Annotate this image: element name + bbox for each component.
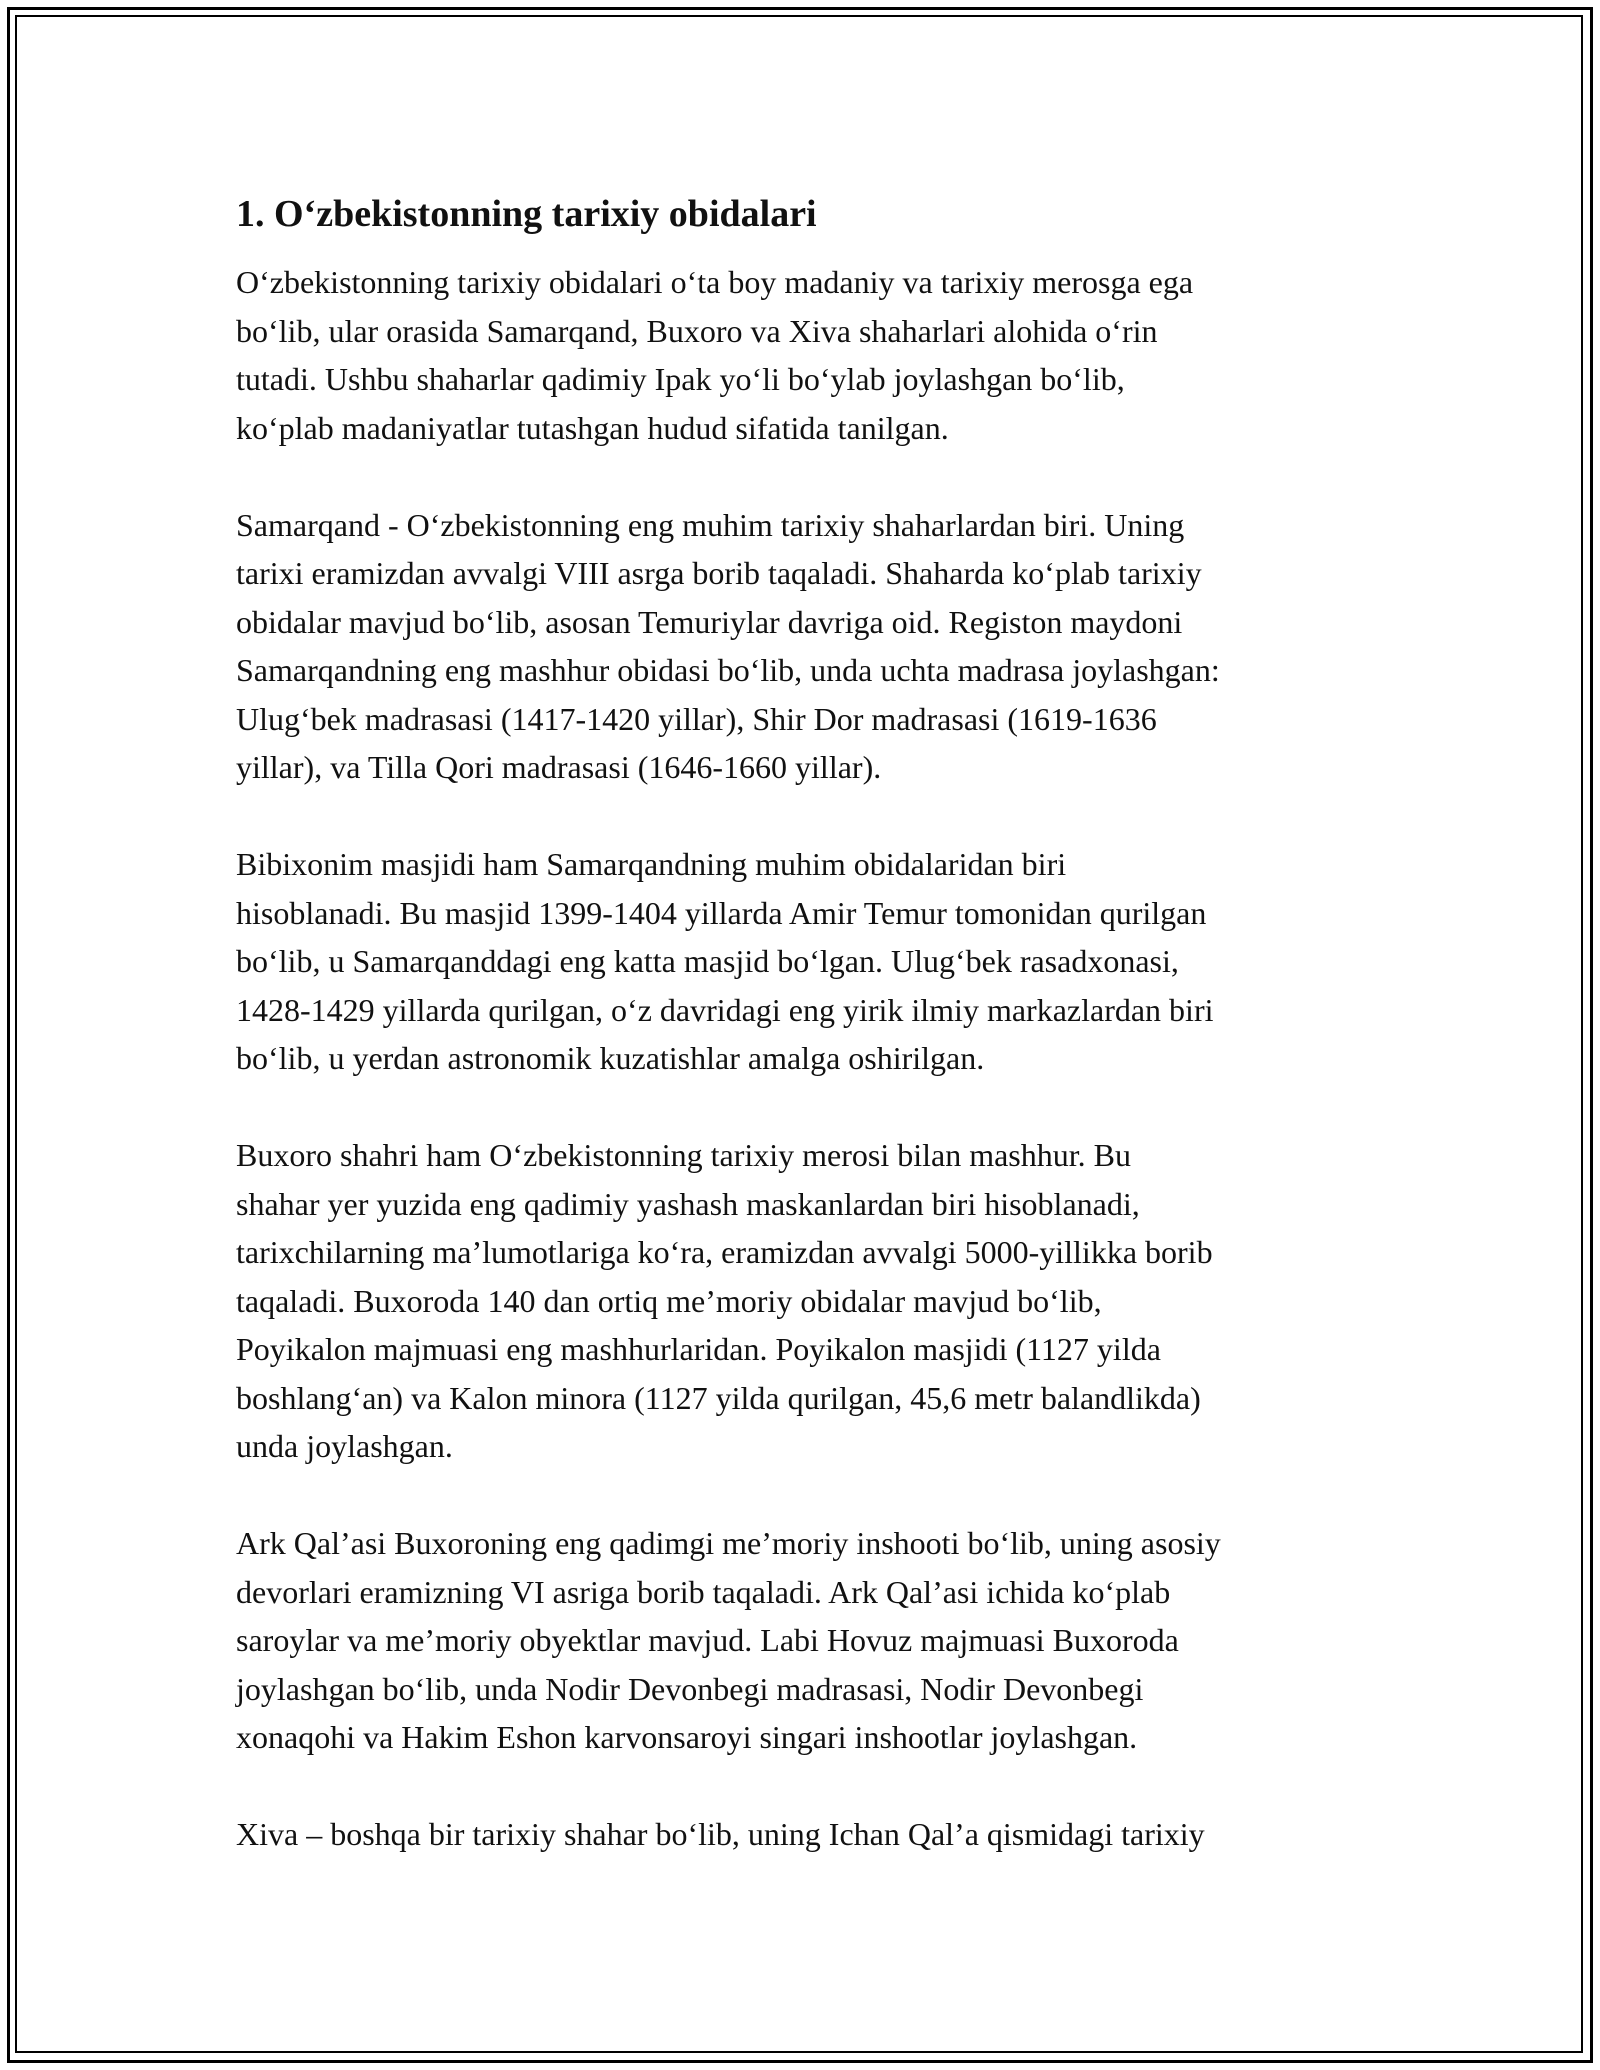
paragraph-ark	[236, 1519, 1376, 1762]
paragraph-bibixonim	[236, 840, 1376, 1083]
text-line: tarixchilarning ma’lumotlariga ko‘ra, eramizdan avvalgi 5000-yillikka borib	[236, 1234, 1213, 1270]
text-line: O‘zbekistonning tarixiy obidalari o‘ta boy madaniy va tarixiy merosga ega	[236, 264, 1194, 300]
text-line: bo‘lib, u yerdan astronomik kuzatishlar amalga oshirilgan.	[236, 1040, 985, 1076]
text-line: yillar), va Tilla Qori madrasasi (1646-1660 yillar).	[236, 749, 882, 785]
text-line: Ulug‘bek madrasasi (1417-1420 yillar), Shir Dor madrasasi (1619-1636	[236, 700, 1157, 737]
text-line: bo‘lib, u Samarqanddagi eng katta masjid bo‘lgan. Ulug‘bek rasadxonasi,	[236, 943, 1179, 979]
text-line: Ark Qal’asi Buxoroning eng qadimgi me’moriy inshooti bo‘lib, uning asosiy	[236, 1525, 1221, 1561]
text-line: Samarqand - O‘zbekistonning eng muhim tarixiy shaharlardan biri. Uning	[236, 506, 1185, 543]
text-line: saroylar va me’moriy obyektlar mavjud. Labi Hovuz majmuasi Buxoroda	[236, 1622, 1179, 1658]
document-body	[236, 190, 1376, 1907]
paragraph-xiva	[236, 1810, 1376, 1859]
text-line: obidalar mavjud bo‘lib, asosan Temuriylar davriga oid. Registon maydoni	[236, 603, 1183, 640]
text-line: taqaladi. Buxoroda 140 dan ortiq me’moriy obidalar mavjud bo‘lib,	[236, 1282, 1102, 1319]
text-line: 1428-1429 yillarda qurilgan, o‘z davridagi eng yirik ilmiy markazlardan biri	[236, 991, 1214, 1028]
text-line: bo‘lib, ular orasida Samarqand, Buxoro va Xiva shaharlari alohida o‘rin	[236, 312, 1158, 349]
text-line: joylashgan bo‘lib, unda Nodir Devonbegi madrasasi, Nodir Devonbegi	[236, 1670, 1144, 1707]
text-line: devorlari eramizning VI asriga borib taqaladi. Ark Qal’asi ichida ko‘plab	[236, 1573, 1171, 1610]
text-line: Bibixonim masjidi ham Samarqandning muhim obidalaridan biri	[236, 846, 1067, 882]
paragraph-buxoro	[236, 1131, 1376, 1471]
text-line: Xiva – boshqa bir tarixiy shahar bo‘lib, uning Ichan Qal’a qismidagi tarixiy	[236, 1816, 1205, 1852]
text-line: xonaqohi va Hakim Eshon karvonsaroyi singari inshootlar joylashgan.	[236, 1719, 1138, 1755]
text-line: boshlang‘an) va Kalon minora (1127 yilda qurilgan, 45,6 metr balandlikda)	[236, 1379, 1201, 1416]
text-line: Buxoro shahri ham O‘zbekistonning tarixiy merosi bilan mashhur. Bu	[236, 1137, 1131, 1173]
text-line: shahar yer yuzida eng qadimiy yashash maskanlardan biri hisoblanadi,	[236, 1185, 1140, 1222]
text-line: ko‘plab madaniyatlar tutashgan hudud sifatida tanilgan.	[236, 409, 949, 446]
paragraph-samarqand	[236, 501, 1376, 792]
section-heading: 1. O‘zbekistonning tarixiy obidalari	[236, 193, 817, 235]
text-line: Samarqandning eng mashhur obidasi bo‘lib, unda uchta madrasa joylashgan:	[236, 652, 1220, 688]
text-line: tarixi eramizdan avvalgi VIII asrga borib taqaladi. Shaharda ko‘plab tarixiy	[236, 555, 1202, 591]
text-line: unda joylashgan.	[236, 1428, 453, 1464]
text-line: tutadi. Ushbu shaharlar qadimiy Ipak yo‘li bo‘ylab joylashgan bo‘lib,	[236, 361, 1125, 397]
paragraph-intro	[236, 258, 1376, 452]
text-line: Poyikalon majmuasi eng mashhurlaridan. Poyikalon masjidi (1127 yilda	[236, 1331, 1161, 1367]
text-line: hisoblanadi. Bu masjid 1399-1404 yillarda Amir Temur tomonidan qurilgan	[236, 894, 1207, 931]
